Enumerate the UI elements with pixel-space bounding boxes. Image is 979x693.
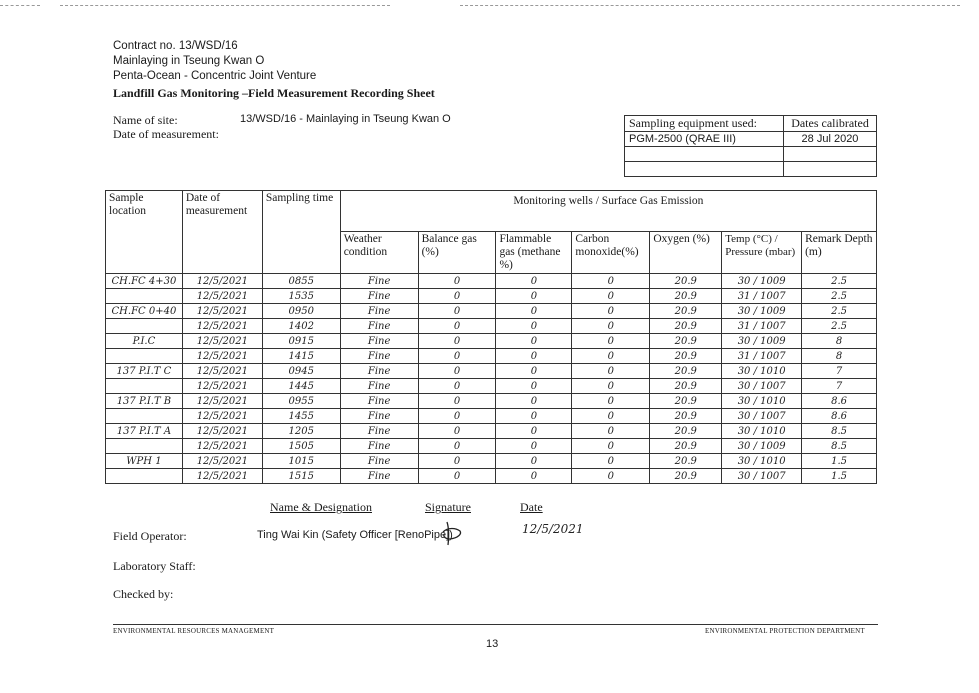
date-of-measurement-label: Date of measurement: bbox=[113, 127, 219, 141]
date-heading: Date bbox=[520, 500, 543, 514]
cell-oxygen: 20.9 bbox=[650, 334, 722, 349]
contract-number: Contract no. 13/WSD/16 bbox=[113, 40, 238, 52]
cell-date: 12/5/2021 bbox=[182, 424, 262, 439]
cell-temp-pressure: 30 / 1007 bbox=[722, 409, 802, 424]
cell-balance-gas: 0 bbox=[418, 349, 496, 364]
cell-remark-depth: 1.5 bbox=[802, 454, 877, 469]
cell-temp-pressure: 30 / 1007 bbox=[722, 379, 802, 394]
cell-flammable-gas: 0 bbox=[496, 349, 572, 364]
footer-rule bbox=[113, 624, 878, 625]
cell-remark-depth: 1.5 bbox=[802, 469, 877, 484]
table-row bbox=[106, 289, 877, 304]
site-label: Name of site: bbox=[113, 113, 178, 127]
cell-temp-pressure: 30 / 1009 bbox=[722, 274, 802, 289]
calibrated-header: Dates calibrated bbox=[784, 116, 877, 132]
cell-date: 12/5/2021 bbox=[182, 289, 262, 304]
cell-location: WPH 1 bbox=[106, 454, 183, 469]
cell-temp-pressure: 31 / 1007 bbox=[722, 289, 802, 304]
cell-weather: Fine bbox=[340, 394, 418, 409]
header-sampling-time: Sampling time bbox=[262, 191, 340, 274]
field-operator-name: Ting Wai Kin (Safety Officer [RenoPipe]) bbox=[257, 529, 453, 541]
cell-oxygen: 20.9 bbox=[650, 394, 722, 409]
cell-flammable-gas: 0 bbox=[496, 439, 572, 454]
calibrated-cell bbox=[784, 147, 877, 162]
site-value: 13/WSD/16 - Mainlaying in Tseung Kwan O bbox=[240, 113, 451, 125]
cell-carbon-monoxide: 0 bbox=[572, 304, 650, 319]
calibrated-cell: 28 Jul 2020 bbox=[784, 132, 877, 147]
cell-date: 12/5/2021 bbox=[182, 274, 262, 289]
cell-balance-gas: 0 bbox=[418, 274, 496, 289]
cell-oxygen: 20.9 bbox=[650, 409, 722, 424]
cell-balance-gas: 0 bbox=[418, 424, 496, 439]
field-operator-date: 12/5/2021 bbox=[522, 522, 584, 536]
cell-flammable-gas: 0 bbox=[496, 319, 572, 334]
cell-carbon-monoxide: 0 bbox=[572, 454, 650, 469]
cell-remark-depth: 8.6 bbox=[802, 394, 877, 409]
cell-weather: Fine bbox=[340, 439, 418, 454]
cell-date: 12/5/2021 bbox=[182, 379, 262, 394]
sheet-title: Landfill Gas Monitoring –Field Measurement Recording Sheet bbox=[113, 86, 435, 100]
cell-temp-pressure: 31 / 1007 bbox=[722, 349, 802, 364]
calibrated-cell bbox=[784, 162, 877, 177]
header-carbon-monoxide: Carbon monoxide(%) bbox=[572, 232, 650, 274]
cell-carbon-monoxide: 0 bbox=[572, 424, 650, 439]
cell-remark-depth: 7 bbox=[802, 379, 877, 394]
field-operator-label: Field Operator: bbox=[113, 529, 187, 543]
header-weather: Weather condition bbox=[340, 232, 418, 274]
cell-temp-pressure: 30 / 1009 bbox=[722, 439, 802, 454]
cell-date: 12/5/2021 bbox=[182, 364, 262, 379]
table-row bbox=[106, 364, 877, 379]
cell-temp-pressure: 30 / 1009 bbox=[722, 304, 802, 319]
header-flammable-gas: Flammable gas (methane %) bbox=[496, 232, 572, 274]
cell-temp-pressure: 30 / 1007 bbox=[722, 469, 802, 484]
footer-left: ENVIRONMENTAL RESOURCES MANAGEMENT bbox=[113, 627, 275, 635]
cell-balance-gas: 0 bbox=[418, 454, 496, 469]
cell-time: 1455 bbox=[262, 409, 340, 424]
header-sample-location: Sample location bbox=[106, 191, 183, 274]
cell-balance-gas: 0 bbox=[418, 364, 496, 379]
table-row bbox=[106, 394, 877, 409]
signature-heading: Signature bbox=[425, 500, 471, 514]
cell-temp-pressure: 31 / 1007 bbox=[722, 319, 802, 334]
cell-oxygen: 20.9 bbox=[650, 439, 722, 454]
cell-weather: Fine bbox=[340, 304, 418, 319]
header-temp-pressure: Temp (°C) / Pressure (mbar) bbox=[722, 232, 802, 274]
cell-carbon-monoxide: 0 bbox=[572, 469, 650, 484]
cell-location bbox=[106, 409, 183, 424]
cell-balance-gas: 0 bbox=[418, 319, 496, 334]
table-row bbox=[106, 454, 877, 469]
scan-artifact bbox=[0, 5, 40, 6]
table-row bbox=[106, 379, 877, 394]
cell-flammable-gas: 0 bbox=[496, 409, 572, 424]
table-row bbox=[106, 469, 877, 484]
cell-weather: Fine bbox=[340, 364, 418, 379]
cell-time: 0955 bbox=[262, 394, 340, 409]
table-row bbox=[106, 274, 877, 289]
cell-remark-depth: 8 bbox=[802, 349, 877, 364]
cell-location bbox=[106, 349, 183, 364]
cell-flammable-gas: 0 bbox=[496, 424, 572, 439]
cell-balance-gas: 0 bbox=[418, 409, 496, 424]
cell-time: 0855 bbox=[262, 274, 340, 289]
cell-weather: Fine bbox=[340, 454, 418, 469]
cell-flammable-gas: 0 bbox=[496, 454, 572, 469]
cell-weather: Fine bbox=[340, 424, 418, 439]
cell-oxygen: 20.9 bbox=[650, 319, 722, 334]
cell-temp-pressure: 30 / 1010 bbox=[722, 424, 802, 439]
equipment-cell bbox=[625, 162, 784, 177]
cell-location: 137 P.I.T B bbox=[106, 394, 183, 409]
cell-weather: Fine bbox=[340, 289, 418, 304]
cell-time: 1205 bbox=[262, 424, 340, 439]
cell-balance-gas: 0 bbox=[418, 469, 496, 484]
name-designation-heading: Name & Designation bbox=[270, 500, 372, 514]
cell-time: 1415 bbox=[262, 349, 340, 364]
cell-time: 0950 bbox=[262, 304, 340, 319]
table-row bbox=[106, 409, 877, 424]
cell-time: 1015 bbox=[262, 454, 340, 469]
cell-balance-gas: 0 bbox=[418, 289, 496, 304]
cell-remark-depth: 8.6 bbox=[802, 409, 877, 424]
cell-flammable-gas: 0 bbox=[496, 364, 572, 379]
cell-location bbox=[106, 469, 183, 484]
cell-date: 12/5/2021 bbox=[182, 454, 262, 469]
cell-flammable-gas: 0 bbox=[496, 379, 572, 394]
cell-weather: Fine bbox=[340, 469, 418, 484]
cell-oxygen: 20.9 bbox=[650, 349, 722, 364]
table-row bbox=[106, 424, 877, 439]
cell-location: CH.FC 0+40 bbox=[106, 304, 183, 319]
header-date: Date of measurement bbox=[182, 191, 262, 274]
cell-location: 137 P.I.T C bbox=[106, 364, 183, 379]
cell-weather: Fine bbox=[340, 349, 418, 364]
cell-weather: Fine bbox=[340, 379, 418, 394]
cell-location: 137 P.I.T A bbox=[106, 424, 183, 439]
cell-weather: Fine bbox=[340, 409, 418, 424]
equipment-cell bbox=[625, 147, 784, 162]
cell-remark-depth: 2.5 bbox=[802, 289, 877, 304]
cell-weather: Fine bbox=[340, 334, 418, 349]
cell-balance-gas: 0 bbox=[418, 334, 496, 349]
cell-time: 0945 bbox=[262, 364, 340, 379]
scan-artifact bbox=[60, 5, 390, 6]
cell-location bbox=[106, 289, 183, 304]
table-row bbox=[106, 349, 877, 364]
cell-date: 12/5/2021 bbox=[182, 319, 262, 334]
cell-remark-depth: 8 bbox=[802, 334, 877, 349]
cell-carbon-monoxide: 0 bbox=[572, 439, 650, 454]
cell-remark-depth: 8.5 bbox=[802, 439, 877, 454]
cell-location bbox=[106, 439, 183, 454]
cell-remark-depth: 2.5 bbox=[802, 274, 877, 289]
checked-by-label: Checked by: bbox=[113, 587, 174, 601]
cell-oxygen: 20.9 bbox=[650, 274, 722, 289]
cell-remark-depth: 2.5 bbox=[802, 319, 877, 334]
cell-flammable-gas: 0 bbox=[496, 289, 572, 304]
cell-balance-gas: 0 bbox=[418, 379, 496, 394]
page-number: 13 bbox=[486, 638, 499, 650]
cell-carbon-monoxide: 0 bbox=[572, 289, 650, 304]
cell-carbon-monoxide: 0 bbox=[572, 319, 650, 334]
cell-carbon-monoxide: 0 bbox=[572, 364, 650, 379]
cell-flammable-gas: 0 bbox=[496, 304, 572, 319]
cell-oxygen: 20.9 bbox=[650, 469, 722, 484]
cell-remark-depth: 8.5 bbox=[802, 424, 877, 439]
cell-weather: Fine bbox=[340, 319, 418, 334]
cell-location bbox=[106, 379, 183, 394]
cell-oxygen: 20.9 bbox=[650, 424, 722, 439]
table-row bbox=[106, 319, 877, 334]
measurement-table bbox=[105, 190, 877, 484]
cell-date: 12/5/2021 bbox=[182, 469, 262, 484]
header-balance-gas: Balance gas (%) bbox=[418, 232, 496, 274]
cell-temp-pressure: 30 / 1010 bbox=[722, 454, 802, 469]
header-oxygen: Oxygen (%) bbox=[650, 232, 722, 274]
table-row bbox=[106, 334, 877, 349]
cell-carbon-monoxide: 0 bbox=[572, 349, 650, 364]
cell-carbon-monoxide: 0 bbox=[572, 409, 650, 424]
cell-time: 1505 bbox=[262, 439, 340, 454]
cell-location: CH.FC 4+30 bbox=[106, 274, 183, 289]
cell-flammable-gas: 0 bbox=[496, 394, 572, 409]
header-remark-depth: Remark Depth (m) bbox=[802, 232, 877, 274]
cell-time: 1445 bbox=[262, 379, 340, 394]
cell-date: 12/5/2021 bbox=[182, 394, 262, 409]
cell-date: 12/5/2021 bbox=[182, 349, 262, 364]
cell-flammable-gas: 0 bbox=[496, 334, 572, 349]
cell-carbon-monoxide: 0 bbox=[572, 379, 650, 394]
scan-artifact bbox=[460, 5, 960, 6]
equipment-cell: PGM-2500 (QRAE III) bbox=[625, 132, 784, 147]
cell-oxygen: 20.9 bbox=[650, 304, 722, 319]
cell-carbon-monoxide: 0 bbox=[572, 274, 650, 289]
laboratory-staff-label: Laboratory Staff: bbox=[113, 559, 196, 573]
cell-oxygen: 20.9 bbox=[650, 379, 722, 394]
cell-balance-gas: 0 bbox=[418, 394, 496, 409]
cell-balance-gas: 0 bbox=[418, 439, 496, 454]
cell-oxygen: 20.9 bbox=[650, 454, 722, 469]
equipment-table bbox=[624, 115, 877, 177]
cell-time: 0915 bbox=[262, 334, 340, 349]
cell-remark-depth: 2.5 bbox=[802, 304, 877, 319]
equipment-header: Sampling equipment used: bbox=[625, 116, 784, 132]
cell-temp-pressure: 30 / 1009 bbox=[722, 334, 802, 349]
handwritten-signature bbox=[440, 518, 466, 548]
cell-carbon-monoxide: 0 bbox=[572, 334, 650, 349]
footer-right: ENVIRONMENTAL PROTECTION DEPARTMENT bbox=[705, 627, 865, 635]
cell-date: 12/5/2021 bbox=[182, 409, 262, 424]
table-row bbox=[106, 304, 877, 319]
cell-date: 12/5/2021 bbox=[182, 304, 262, 319]
cell-date: 12/5/2021 bbox=[182, 439, 262, 454]
header-monitoring-group: Monitoring wells / Surface Gas Emission bbox=[340, 191, 876, 232]
cell-flammable-gas: 0 bbox=[496, 274, 572, 289]
project-name: Mainlaying in Tseung Kwan O bbox=[113, 55, 265, 67]
cell-time: 1402 bbox=[262, 319, 340, 334]
cell-location: P.I.C bbox=[106, 334, 183, 349]
cell-flammable-gas: 0 bbox=[496, 469, 572, 484]
cell-temp-pressure: 30 / 1010 bbox=[722, 394, 802, 409]
table-row bbox=[106, 439, 877, 454]
cell-balance-gas: 0 bbox=[418, 304, 496, 319]
cell-remark-depth: 7 bbox=[802, 364, 877, 379]
cell-weather: Fine bbox=[340, 274, 418, 289]
cell-temp-pressure: 30 / 1010 bbox=[722, 364, 802, 379]
cell-time: 1515 bbox=[262, 469, 340, 484]
contractor-name: Penta-Ocean - Concentric Joint Venture bbox=[113, 70, 317, 82]
cell-carbon-monoxide: 0 bbox=[572, 394, 650, 409]
cell-oxygen: 20.9 bbox=[650, 364, 722, 379]
cell-time: 1535 bbox=[262, 289, 340, 304]
cell-date: 12/5/2021 bbox=[182, 334, 262, 349]
cell-oxygen: 20.9 bbox=[650, 289, 722, 304]
cell-location bbox=[106, 319, 183, 334]
